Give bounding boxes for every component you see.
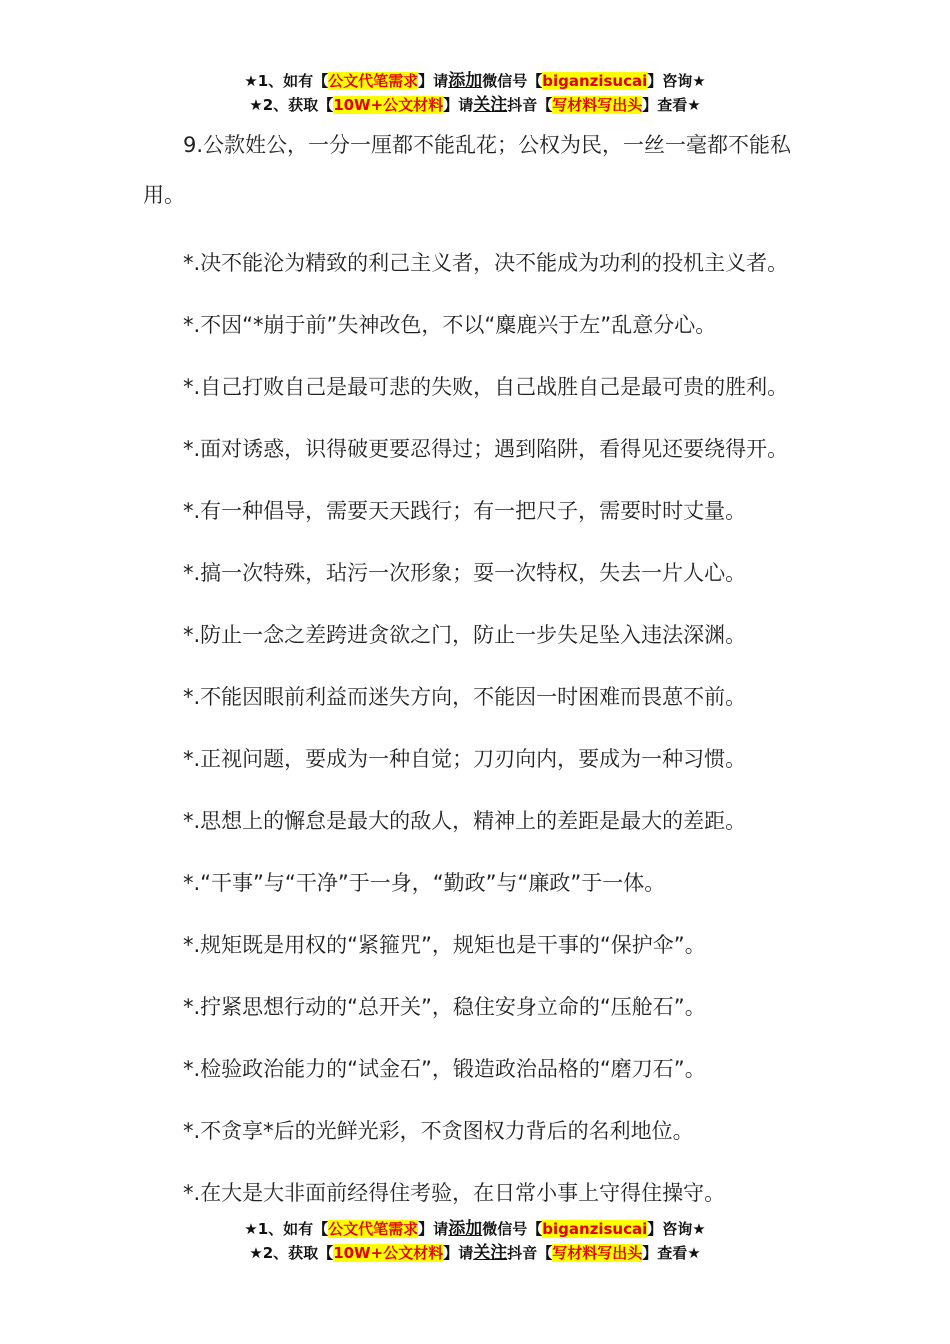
document-body xyxy=(143,120,833,1224)
quote-item: *.自己打败自己是最可悲的失败，自己战胜自己是最可贵的胜利。 xyxy=(183,375,789,399)
banner-text: 抖音【 xyxy=(507,96,553,114)
first-paragraph: 9.公款姓公，一分一厘都不能乱花；公权为民，一丝一毫都不能私用。 xyxy=(143,133,792,207)
quote-item: *.检验政治能力的“试金石”，锻造政治品格的“磨刀石”。 xyxy=(183,1057,706,1081)
quote-item: *.“干事”与“干净”于一身，“勤政”与“廉政”于一体。 xyxy=(183,871,666,895)
banner-text: 】查看★ xyxy=(642,96,701,114)
banner-line-1 xyxy=(0,1217,950,1241)
quote-list xyxy=(143,232,833,1224)
banner-line-2 xyxy=(0,93,950,117)
banner-text: 】请 xyxy=(418,72,449,90)
quote-item: *.不能因眼前利益而迷失方向，不能因一时困难而畏葸不前。 xyxy=(183,685,747,709)
banner-highlight: 10W+公文材料 xyxy=(333,96,444,114)
quote-item: *.思想上的懈怠是最大的敌人，精神上的差距是最大的差距。 xyxy=(183,809,747,833)
banner-text: ★2、获取【 xyxy=(249,1244,334,1262)
banner-wechat-id: biganzisucai xyxy=(542,72,648,90)
banner-text: 抖音【 xyxy=(507,1244,553,1262)
banner-underlined-text: 关注 xyxy=(473,95,508,115)
quote-item: *.在大是大非面前经得住考验，在日常小事上守得住操守。 xyxy=(183,1181,726,1205)
banner-text: ★2、获取【 xyxy=(249,96,334,114)
quote-item: *.防止一念之差跨进贪欲之门，防止一步失足坠入违法深渊。 xyxy=(183,623,747,647)
quote-item: *.搞一次特殊，玷污一次形象；耍一次特权，失去一片人心。 xyxy=(183,561,747,585)
banner-text: 】查看★ xyxy=(642,1244,701,1262)
header-ad-banner xyxy=(0,69,950,117)
quote-item: *.决不能沦为精致的利己主义者，决不能成为功利的投机主义者。 xyxy=(183,251,789,275)
quote-item: *.拧紧思想行动的“总开关”，稳住安身立命的“压舱石”。 xyxy=(183,995,706,1019)
quote-item: *.不因“*崩于前”失神改色，不以“麋鹿兴于左”乱意分心。 xyxy=(183,313,717,337)
banner-text: ★1、如有【 xyxy=(244,1220,329,1238)
banner-line-1 xyxy=(0,69,950,93)
banner-text: 】请 xyxy=(418,1220,449,1238)
quote-item: *.不贪享*后的光鲜光彩，不贪图权力背后的名利地位。 xyxy=(183,1119,694,1143)
banner-underlined-text: 关注 xyxy=(473,1243,508,1263)
banner-wechat-id: biganzisucai xyxy=(542,1220,648,1238)
quote-item: *.面对诱惑，识得破更要忍得过；遇到陷阱，看得见还要绕得开。 xyxy=(183,437,789,461)
banner-douyin-id: 写材料写出头 xyxy=(552,1244,643,1262)
banner-highlight: 公文代笔需求 xyxy=(328,72,419,90)
banner-douyin-id: 写材料写出头 xyxy=(552,96,643,114)
banner-line-2 xyxy=(0,1241,950,1265)
banner-highlight: 公文代笔需求 xyxy=(328,1220,419,1238)
banner-text: 】咨询★ xyxy=(647,72,706,90)
banner-text: 微信号【 xyxy=(482,72,543,90)
footer-ad-banner xyxy=(0,1217,950,1265)
banner-text: 】请 xyxy=(443,1244,474,1262)
banner-text: 】请 xyxy=(443,96,474,114)
banner-text: ★1、如有【 xyxy=(244,72,329,90)
quote-item: *.有一种倡导，需要天天践行；有一把尺子，需要时时丈量。 xyxy=(183,499,747,523)
quote-item: *.规矩既是用权的“紧箍咒”，规矩也是干事的“保护伞”。 xyxy=(183,933,706,957)
banner-text: 】咨询★ xyxy=(647,1220,706,1238)
banner-underlined-text: 添加 xyxy=(448,1219,483,1239)
banner-text: 微信号【 xyxy=(482,1220,543,1238)
quote-item: *.正视问题，要成为一种自觉；刀刃向内，要成为一种习惯。 xyxy=(183,747,747,771)
banner-highlight: 10W+公文材料 xyxy=(333,1244,444,1262)
banner-underlined-text: 添加 xyxy=(448,71,483,91)
